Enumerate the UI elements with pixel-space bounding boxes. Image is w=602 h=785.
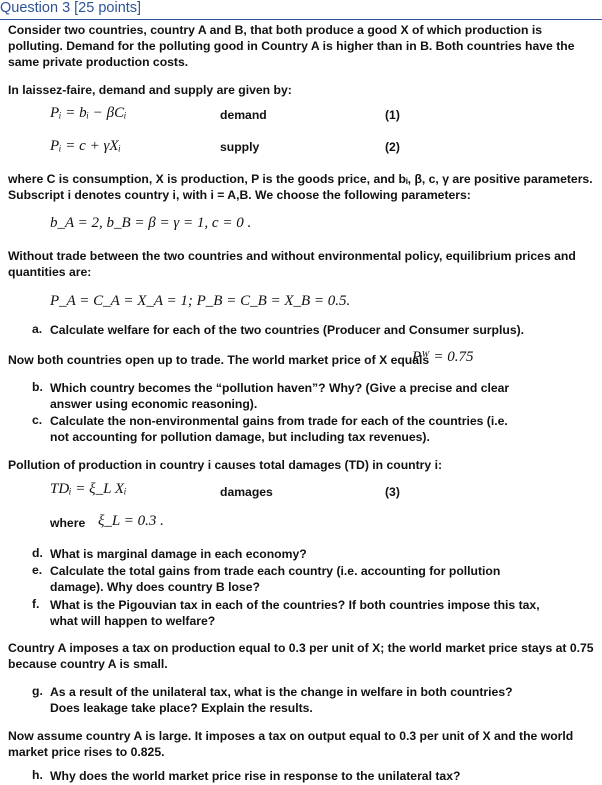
equation-supply-label: supply — [220, 140, 260, 154]
world-price-math: Pᵂ = 0.75 — [412, 349, 474, 365]
equilibrium-equation: P_A = C_A = X_A = 1; P_B = C_B = X_B = 0.5. — [50, 293, 351, 309]
xi-value-math: ξ_L = 0.3 . — [98, 513, 164, 529]
question-h-marker: h. — [32, 768, 43, 782]
question-g-text: As a result of the unilateral tax, what is the change in welfare in both countries? Does leakage take place? Explain the results. — [50, 685, 513, 715]
question-e-text: Calculate the total gains from trade each country (i.e. accounting for pollution damage). Why does country B lose? — [50, 564, 501, 594]
equation-demand: Pᵢ = bᵢ − βCᵢ — [50, 105, 127, 121]
question-d-text: What is marginal damage in each economy? — [50, 547, 307, 561]
question-b-marker: b. — [32, 380, 43, 394]
question-f-marker: f. — [32, 597, 40, 611]
question-e-marker: e. — [32, 563, 43, 577]
equation-damages: TDᵢ = ξ_L Xᵢ — [50, 481, 127, 497]
where-label: where — [50, 516, 86, 530]
question-h-text: Why does the world market price rise in response to the unilateral tax? — [50, 769, 461, 783]
country-a-small-paragraph: Country A imposes a tax on production equal to 0.3 per unit of X; the world market price stays at 0.75 because country A is small. — [8, 641, 594, 671]
question-a-marker: a. — [32, 322, 43, 336]
pollution-text: Pollution of production in country i causes total damages (TD) in country i: — [8, 458, 443, 472]
parameters-equation: b_A = 2, b_B = β = γ = 1, c = 0 . — [50, 215, 252, 231]
intro-paragraph: Consider two countries, country A and B, that both produce a good X of which production is polluting. Demand for the polluting good in Country A is higher than in B. Both countries have the same private production costs. — [8, 23, 575, 69]
question-title: Question 3 [25 points] — [0, 0, 142, 16]
question-b-text: Which country becomes the “pollution haven”? Why? (Give a precise and clear answer using economic reasoning). — [50, 381, 510, 411]
without-trade-paragraph: Without trade between the two countries and without environmental policy, equilibrium prices and quantities are: — [8, 249, 576, 279]
equation-demand-label: demand — [220, 108, 267, 122]
equation-damages-number: (3) — [385, 485, 400, 499]
country-a-large-paragraph: Now assume country A is large. It imposes a tax on output equal to 0.3 per unit of X and the world market price rises to 0.825. — [8, 729, 574, 759]
question-g-marker: g. — [32, 684, 43, 698]
question-c-text: Calculate the non-environmental gains from trade for each of the countries (i.e. not accounting for pollution damage, but including tax revenues). — [50, 414, 508, 444]
question-c-marker: c. — [32, 413, 43, 427]
equation-supply: Pᵢ = c + γXᵢ — [50, 138, 121, 154]
question-a-text: Calculate welfare for each of the two countries (Producer and Consumer surplus). — [50, 323, 525, 337]
question-f-text: What is the Pigouvian tax in each of the countries? If both countries impose this tax, what will happen to welfare? — [50, 598, 540, 628]
equation-demand-number: (1) — [385, 108, 400, 122]
open-trade-text: Now both countries open up to trade. The world market price of X equals — [8, 353, 430, 367]
laissez-faire-text: In laissez-faire, demand and supply are given by: — [8, 83, 292, 97]
question-d-marker: d. — [32, 546, 43, 560]
equation-damages-label: damages — [220, 485, 273, 499]
equation-supply-number: (2) — [385, 140, 400, 154]
title-underline — [0, 19, 602, 20]
where-paragraph: where C is consumption, X is production, P is the goods price, and bᵢ, β, c, γ are positive parameters. Subscript i denotes country i, with i = A,B. We choose the following parameters: — [8, 172, 593, 202]
